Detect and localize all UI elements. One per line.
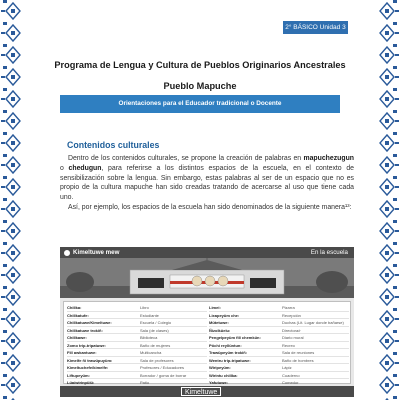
page-title: Programa de Lengua y Cultura de Pueblos Originarios Ancestrales xyxy=(54,60,346,70)
vocabulary-term: Kimelfe ñi trawüpuyüm: xyxy=(67,357,113,363)
term-mapuchezugun: mapuchezugun xyxy=(303,155,354,162)
vocabulary-term: Liftupeyüm: xyxy=(67,372,90,378)
figure-brand: Kimeltuwe mew xyxy=(73,249,120,256)
vocabulary-term: Chillkatuwe/Kimeltuwe: xyxy=(67,320,112,325)
vocabulary-translation: Recepción xyxy=(282,312,301,318)
grade-unit-badge: 2° BÁSICO Unidad 3 xyxy=(283,21,348,34)
vocabulary-row xyxy=(67,372,207,380)
vocabulary-row xyxy=(67,342,207,350)
paragraph-intro-text-3: , para referirse a los distintos espacios de la escuela, en el contexto de sensibilización sobre la lengua. Sin embargo, estas palabras al ser de un espacio que no es propio de la cultura mapuche han sido creadas tratando de acercarse al uso que tiene cada uno. xyxy=(60,164,354,202)
vocabulary-translation: Lápiz xyxy=(282,365,292,370)
vocabulary-row xyxy=(67,312,207,320)
vocabulary-row xyxy=(67,319,207,327)
figure-header xyxy=(60,247,354,258)
section-banner: Orientaciones para el Educador tradicional o Docente xyxy=(60,95,340,113)
vocabulary-row xyxy=(209,342,349,350)
vocabulary-row xyxy=(67,334,207,342)
vocabulary-row xyxy=(67,364,207,372)
vocabulary-term: Yafutuwe: xyxy=(209,380,228,385)
vocabulary-term: Pengelpeyüm fill chemkün: xyxy=(209,335,261,340)
vocabulary-term: Lixapeyüm che: xyxy=(209,312,240,318)
paragraph-intro xyxy=(60,154,354,203)
vocabulary-term: Fill awkantuwe: xyxy=(67,350,97,355)
vocabulary-term: Chillkawe: xyxy=(67,335,87,340)
vocabulary-translation: Sala de profesores xyxy=(140,357,174,363)
paragraph-intro-text-1: Dentro de los contenidos culturales, se propone la creación de palabras en xyxy=(68,155,304,162)
vocabulary-row xyxy=(209,372,349,380)
vocabulary-translation: Directora/r xyxy=(282,327,301,333)
vocabulary-row xyxy=(67,327,207,335)
figure-place-label: En la escuela xyxy=(310,249,348,256)
vocabulary-column-right xyxy=(209,304,349,387)
vocabulary-term: Zomo trip-tripatuwe: xyxy=(67,342,106,348)
vocabulary-translation: Duchas (Lit. Lugar donde bañarse) xyxy=(282,320,344,325)
school-vocabulary-figure xyxy=(60,247,354,397)
vocabulary-term: Kimeltuchefe/kimelfe: xyxy=(67,365,109,370)
vocabulary-translation: Multicancha xyxy=(140,350,162,355)
vocabulary-term: Limei: xyxy=(209,305,221,310)
figure-footer xyxy=(60,386,354,397)
vocabulary-table xyxy=(63,301,351,384)
vocabulary-translation: Baño de mujeres xyxy=(140,342,171,348)
vocabulary-row xyxy=(209,364,349,372)
vocabulary-translation: Cuaderno xyxy=(282,372,300,378)
vocabulary-term: Chillka: xyxy=(67,305,82,310)
vocabulary-translation: Profesores / Educadores xyxy=(140,365,185,370)
vocabulary-translation: Sala de reuniones xyxy=(282,350,315,355)
vocabulary-translation: Comedor xyxy=(282,380,299,385)
vocabulary-row xyxy=(209,334,349,342)
paragraph-intro-text-2: o xyxy=(60,164,69,172)
vocabulary-row xyxy=(209,349,349,357)
vocabulary-translation: Diario mural xyxy=(282,335,304,340)
vocabulary-row xyxy=(209,304,349,312)
vocabulary-column-left xyxy=(67,304,207,387)
vocabulary-row xyxy=(209,319,349,327)
vocabulary-translation: Estudiante xyxy=(140,312,159,318)
vocabulary-term: Trawüpeyüm trokiñ: xyxy=(209,350,248,355)
vocabulary-term: Mütetuwe: xyxy=(209,320,229,325)
paragraph-example: Así, por ejemplo, los espacios de la escuela han sido denominados de la siguiente manera¹³: xyxy=(68,204,352,211)
logo-icon xyxy=(64,250,70,256)
vocabulary-row xyxy=(209,312,349,320)
vocabulary-translation: Biblioteca xyxy=(140,335,158,340)
term-chedugun: chedugun xyxy=(68,164,102,172)
vocabulary-term: Wirintu chillka: xyxy=(209,372,238,378)
vocabulary-term: Chillkatuwe trokiñ: xyxy=(67,327,103,333)
vocabulary-row xyxy=(209,357,349,365)
right-decorative-border xyxy=(374,0,400,400)
page-subtitle: Pueblo Mapuche xyxy=(163,81,237,91)
vocabulary-row xyxy=(67,304,207,312)
vocabulary-translation: Baño de hombres xyxy=(282,357,314,363)
vocabulary-term: Lüa/wirinpülü: xyxy=(67,380,95,385)
vocabulary-term: Chillkatufe: xyxy=(67,312,89,318)
vocabulary-translation: Escuela / Colegio xyxy=(140,320,172,325)
school-scene-illustration xyxy=(60,258,354,298)
section-heading: Contenidos culturales xyxy=(67,140,160,150)
vocabulary-term: Wiripeyüm: xyxy=(209,365,231,370)
vocabulary-translation: Pizarra xyxy=(282,305,295,310)
vocabulary-translation: Recreo xyxy=(282,342,295,348)
vocabulary-term: Wentru trip-tripatuwe: xyxy=(209,357,251,363)
vocabulary-translation: Sala (de clases) xyxy=(140,327,169,333)
vocabulary-row xyxy=(67,357,207,365)
vocabulary-translation: Borrador / goma de borrar xyxy=(140,372,187,378)
figure-footer-logo: Kimeltuwe xyxy=(181,387,221,396)
vocabulary-row xyxy=(209,327,349,335)
vocabulary-translation: Libro xyxy=(140,305,149,310)
vocabulary-term: Ñizolküelu: xyxy=(209,327,231,333)
left-decorative-border xyxy=(0,0,26,400)
vocabulary-term: Pöchi reyllüntun: xyxy=(209,342,242,348)
vocabulary-row xyxy=(67,349,207,357)
vocabulary-translation: Patio xyxy=(140,380,150,385)
